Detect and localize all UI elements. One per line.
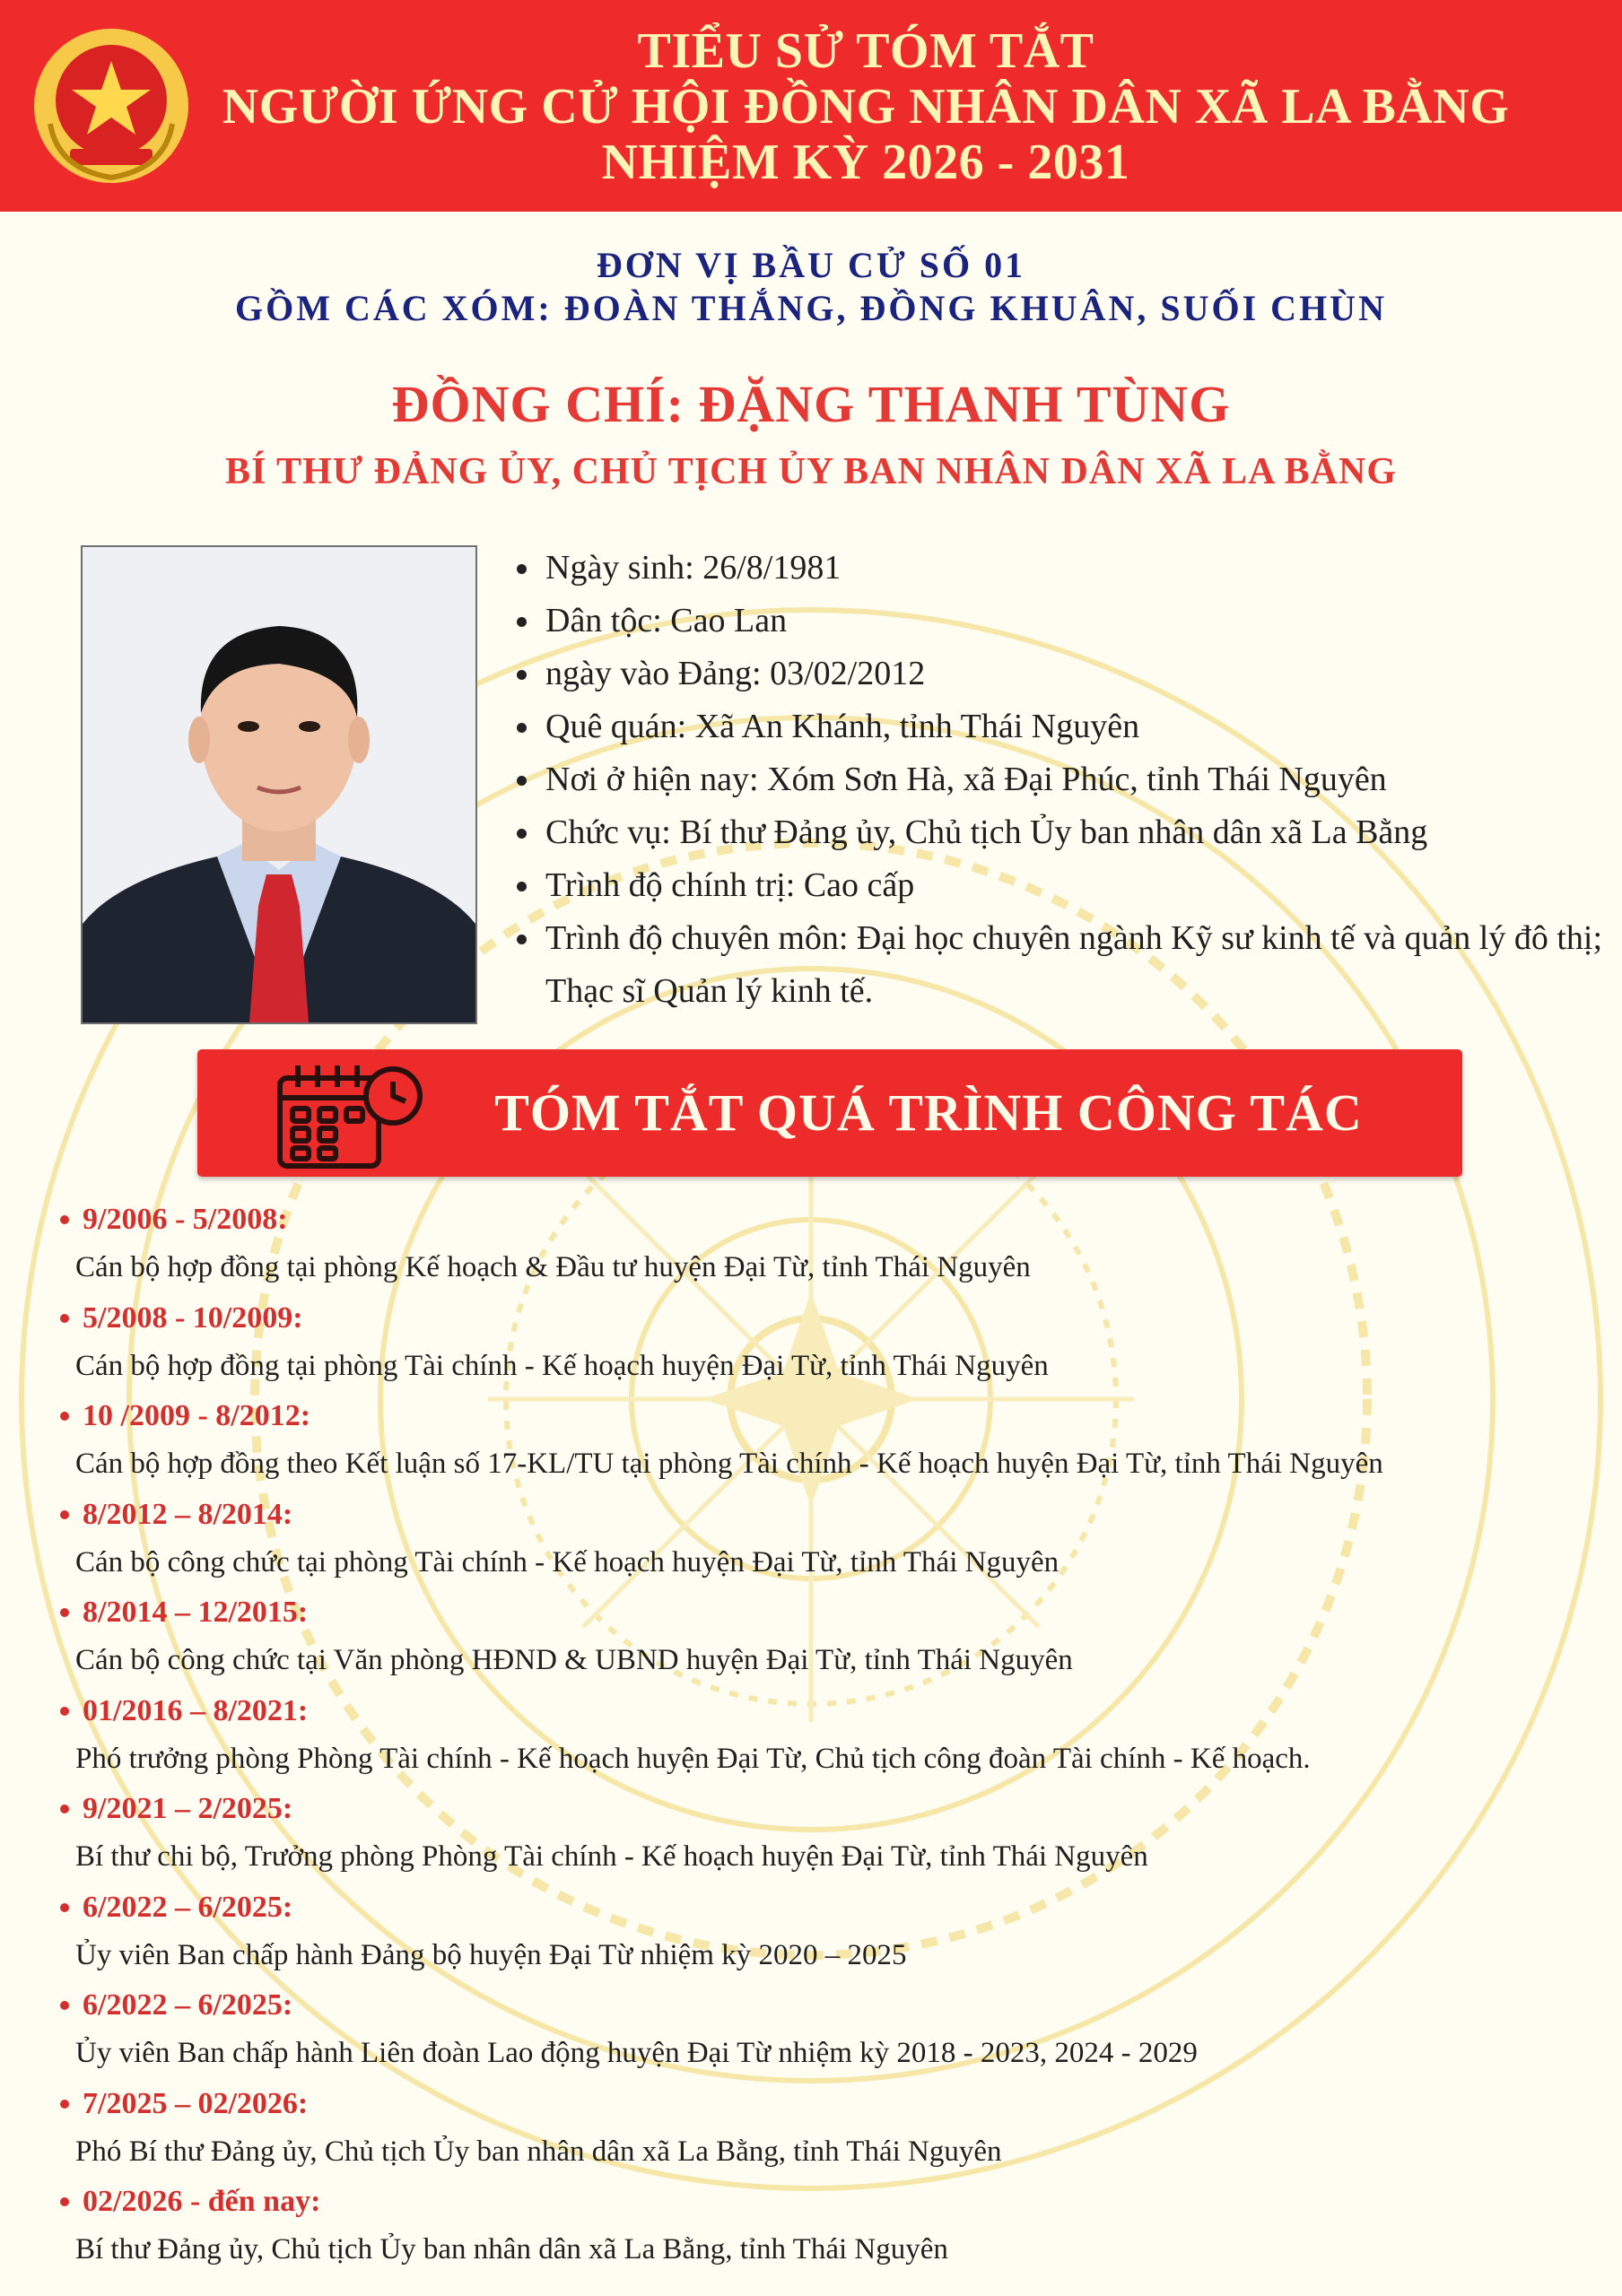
timeline-period: 6/2022 – 6/2025: bbox=[83, 1988, 293, 2022]
info-party-join-date: ngày vào Đảng: 03/02/2012 bbox=[511, 648, 1615, 700]
info-professional-level: Trình độ chuyên môn: Đại học chuyên ngành Kỹ sư kinh tế và quản lý đô thị; Thạc sĩ Quản lý kinh tế. bbox=[511, 912, 1615, 1018]
timeline-entry bbox=[56, 2082, 1599, 2180]
timeline-role: Cán bộ hợp đồng theo Kết luận số 17-KL/TU tại phòng Tài chính - Kế hoạch huyện Đại Từ, tỉnh Thái Nguyên bbox=[75, 1448, 1383, 1480]
timeline-period: 8/2014 – 12/2015: bbox=[83, 1596, 309, 1629]
timeline-entry bbox=[56, 1197, 1599, 1296]
constituency-line-2: GỒM CÁC XÓM: ĐOÀN THẮNG, ĐỒNG KHUÂN, SUỐI CHÙN bbox=[235, 288, 1387, 328]
timeline-entry bbox=[56, 1787, 1599, 1885]
timeline-entry bbox=[56, 1590, 1599, 1689]
timeline-entry bbox=[56, 1492, 1599, 1591]
candidate-name: ĐỒNG CHÍ: ĐẶNG THANH TÙNG bbox=[391, 375, 1231, 433]
constituency-line-1: ĐƠN VỊ BẦU CỬ SỐ 01 bbox=[596, 245, 1026, 285]
timeline-entry bbox=[56, 1394, 1599, 1492]
work-history-banner bbox=[197, 1049, 1462, 1177]
timeline-role: Cán bộ hợp đồng tại phòng Tài chính - Kế hoạch huyện Đại Từ, tỉnh Thái Nguyên bbox=[75, 1349, 1049, 1382]
timeline-entry bbox=[56, 1885, 1599, 1984]
timeline-role: Ủy viên Ban chấp hành Đảng bộ huyện Đại Từ nhiệm kỳ 2020 – 2025 bbox=[75, 1938, 907, 1971]
header-title-line-2: NGƯỜI ỨNG CỬ HỘI ĐỒNG NHÂN DÂN XÃ LA BẰNG bbox=[222, 79, 1510, 135]
timeline-period: 10 /2009 - 8/2012: bbox=[83, 1399, 311, 1432]
personal-info-list bbox=[511, 542, 1615, 1018]
timeline-period: 8/2012 – 8/2014: bbox=[83, 1497, 293, 1531]
timeline-role: Bí thư chi bộ, Trưởng phòng Phòng Tài chính - Kế hoạch huyện Đại Từ, tỉnh Thái Nguyên bbox=[75, 1840, 1148, 1873]
timeline-period: 7/2025 – 02/2026: bbox=[83, 2086, 309, 2120]
timeline-role: Cán bộ công chức tại phòng Tài chính - Kế hoạch huyện Đại Từ, tỉnh Thái Nguyên bbox=[75, 1545, 1060, 1578]
timeline-entry bbox=[56, 1983, 1599, 2082]
timeline-role: Cán bộ công chức tại Văn phòng HĐND & UBND huyện Đại Từ, tỉnh Thái Nguyên bbox=[75, 1644, 1073, 1676]
header-title-line-3: NHIỆM KỲ 2026 - 2031 bbox=[601, 135, 1130, 190]
header-title bbox=[215, 23, 1516, 190]
timeline-period: 6/2022 – 6/2025: bbox=[83, 1890, 293, 1924]
info-position: Chức vụ: Bí thư Đảng ủy, Chủ tịch Ủy ban nhân dân xã La Bằng bbox=[511, 806, 1615, 859]
timeline-role: Bí thư Đảng ủy, Chủ tịch Ủy ban nhân dân xã La Bằng, tỉnh Thái Nguyên bbox=[75, 2233, 948, 2266]
timeline-role: Phó trưởng phòng Phòng Tài chính - Kế hoạch huyện Đại Từ, Chủ tịch công đoàn Tài chính - Kế hoạch. bbox=[75, 1742, 1311, 1775]
timeline-role: Cán bộ hợp đồng tại phòng Kế hoạch & Đầu tư huyện Đại Từ, tỉnh Thái Nguyên bbox=[75, 1251, 1031, 1283]
info-birth-date: Ngày sinh: 26/8/1981 bbox=[511, 542, 1615, 595]
work-history-title: TÓM TẮT QUÁ TRÌNH CÔNG TÁC bbox=[494, 1083, 1363, 1142]
candidate-photo bbox=[81, 545, 477, 1024]
timeline-period: 9/2021 – 2/2025: bbox=[83, 1792, 293, 1825]
info-current-residence: Nơi ở hiện nay: Xóm Sơn Hà, xã Đại Phúc, tỉnh Thái Nguyên bbox=[511, 753, 1615, 806]
timeline-period: 9/2006 - 5/2008: bbox=[83, 1203, 288, 1236]
national-emblem-icon bbox=[31, 25, 192, 187]
constituency-info bbox=[0, 244, 1622, 330]
info-ethnicity: Dân tộc: Cao Lan bbox=[511, 595, 1615, 648]
timeline-role: Ủy viên Ban chấp hành Liên đoàn Lao động huyện Đại Từ nhiệm kỳ 2018 - 2023, 2024 - 2029 bbox=[75, 2037, 1198, 2069]
timeline-period: 02/2026 - đến nay: bbox=[83, 2185, 321, 2218]
header-title-line-1: TIỂU SỬ TÓM TẮT bbox=[637, 23, 1094, 79]
info-political-level: Trình độ chính trị: Cao cấp bbox=[511, 859, 1615, 912]
info-hometown: Quê quán: Xã An Khánh, tỉnh Thái Nguyên bbox=[511, 700, 1615, 753]
timeline-entry bbox=[56, 2179, 1599, 2278]
calendar-clock-icon bbox=[275, 1060, 429, 1171]
timeline-role: Phó Bí thư Đảng ủy, Chủ tịch Ủy ban nhân dân xã La Bằng, tỉnh Thái Nguyên bbox=[75, 2135, 1002, 2168]
work-history-timeline bbox=[56, 1197, 1599, 2278]
candidate-position: BÍ THƯ ĐẢNG ỦY, CHỦ TỊCH ỦY BAN NHÂN DÂN XÃ LA BẰNG bbox=[224, 451, 1398, 492]
timeline-entry bbox=[56, 1296, 1599, 1395]
timeline-entry bbox=[56, 1689, 1599, 1787]
header-banner bbox=[0, 0, 1622, 212]
timeline-period: 5/2008 - 10/2009: bbox=[83, 1300, 303, 1335]
timeline-period: 01/2016 – 8/2021: bbox=[83, 1693, 309, 1727]
